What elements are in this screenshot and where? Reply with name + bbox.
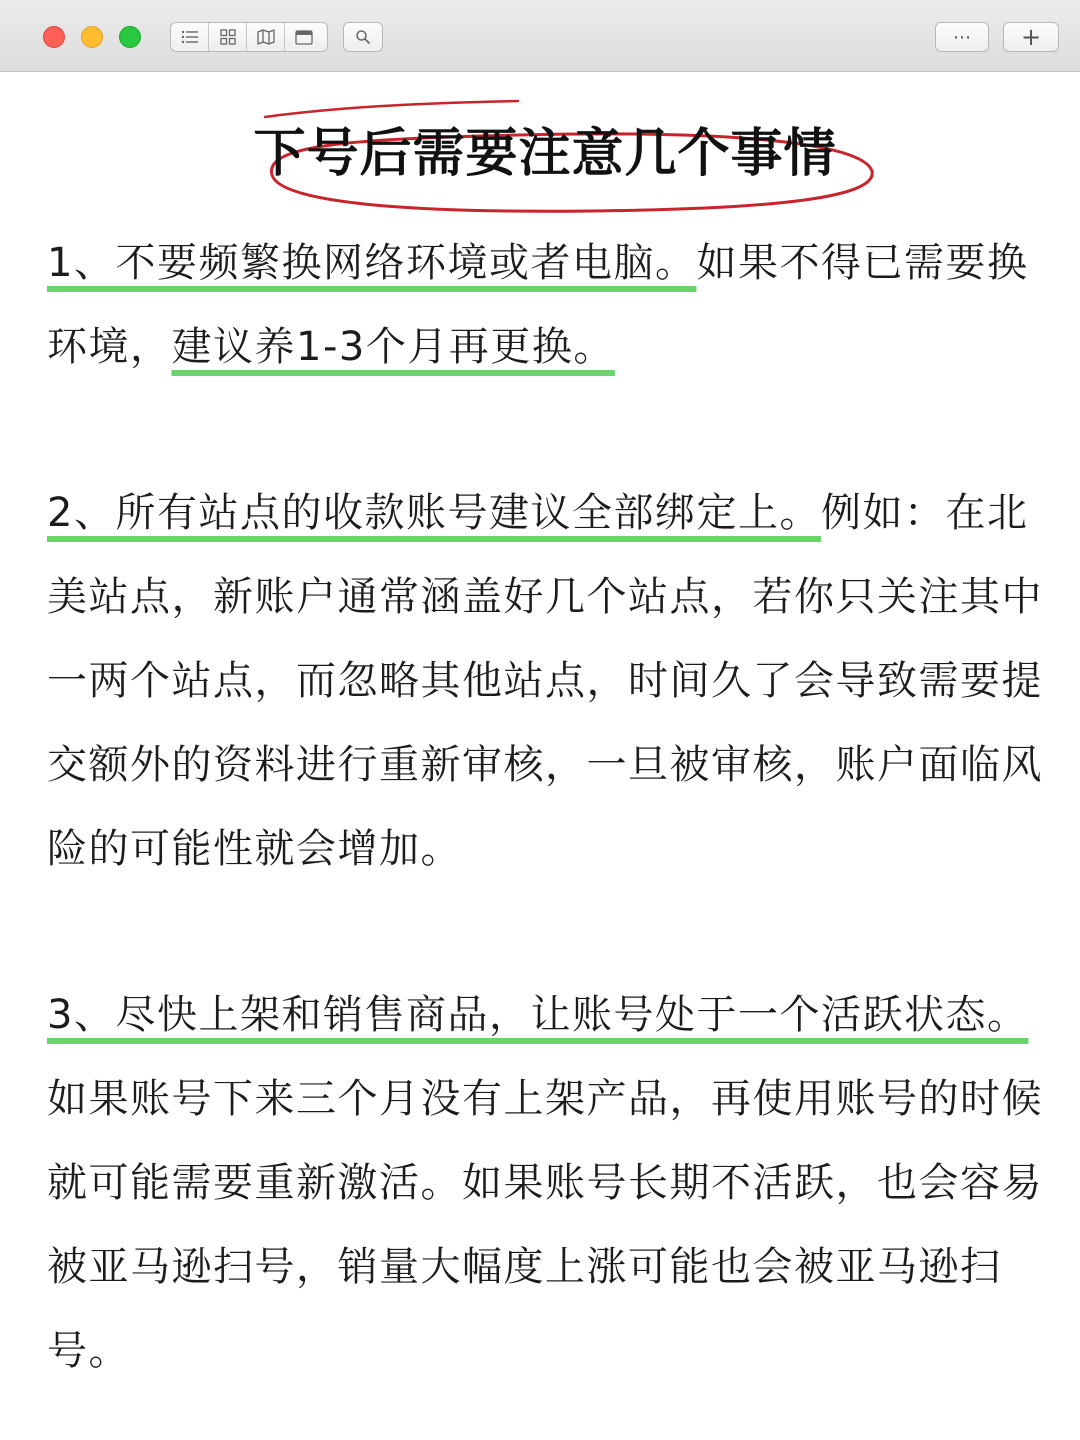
body-text: 例如：在北美站点，新账户通常涵盖好几个站点，若你只关注其中一两个站点，而忽略其他站点，时间久了会导致需要提交额外的资料进行重新审核，一旦被审核，账户面临风险的可能性就会增加。 [47, 490, 1043, 872]
zoom-window-button[interactable] [119, 26, 141, 48]
search-button[interactable] [343, 22, 383, 52]
document-content [0, 73, 1080, 1440]
map-icon [257, 29, 275, 45]
grid-view-button[interactable] [209, 23, 247, 51]
list-item [47, 221, 1062, 389]
highlighted-text: 建议养1-3个月再更换。 [171, 324, 615, 370]
close-window-button[interactable] [43, 26, 65, 48]
search-icon [355, 29, 371, 45]
view-mode-segmented-control [170, 22, 328, 52]
map-view-button[interactable] [247, 23, 285, 51]
grid-icon [220, 29, 236, 45]
add-button[interactable] [1003, 22, 1059, 52]
window-view-button[interactable] [285, 23, 323, 51]
title-container [0, 119, 1080, 189]
list-view-button[interactable] [171, 23, 209, 51]
plus-icon: + [1020, 23, 1042, 51]
highlighted-text: 2、所有站点的收款账号建议全部绑定上。 [47, 490, 821, 536]
title-bar [0, 0, 1080, 72]
minimize-window-button[interactable] [81, 26, 103, 48]
body-text: 如果账号下来三个月没有上架产品，再使用账号的时候就可能需要重新激活。如果账号长期不活跃，也会容易被亚马逊扫号，销量大幅度上涨可能也会被亚马逊扫号。 [47, 1076, 1043, 1374]
list-icon [181, 30, 199, 44]
more-icon: ⋯ [953, 26, 971, 48]
page-title: 下号后需要注意几个事情 [253, 124, 837, 184]
list-item [47, 973, 1062, 1393]
window-icon [295, 30, 313, 45]
list-item [47, 471, 1062, 891]
more-options-button[interactable] [935, 22, 989, 52]
highlighted-text: 1、不要频繁换网络环境或者电脑。 [47, 240, 697, 286]
body-text: 如果不得已需要换环境， [47, 240, 1029, 370]
highlighted-text: 3、尽快上架和销售商品，让账号处于一个活跃状态。 [47, 992, 1029, 1038]
